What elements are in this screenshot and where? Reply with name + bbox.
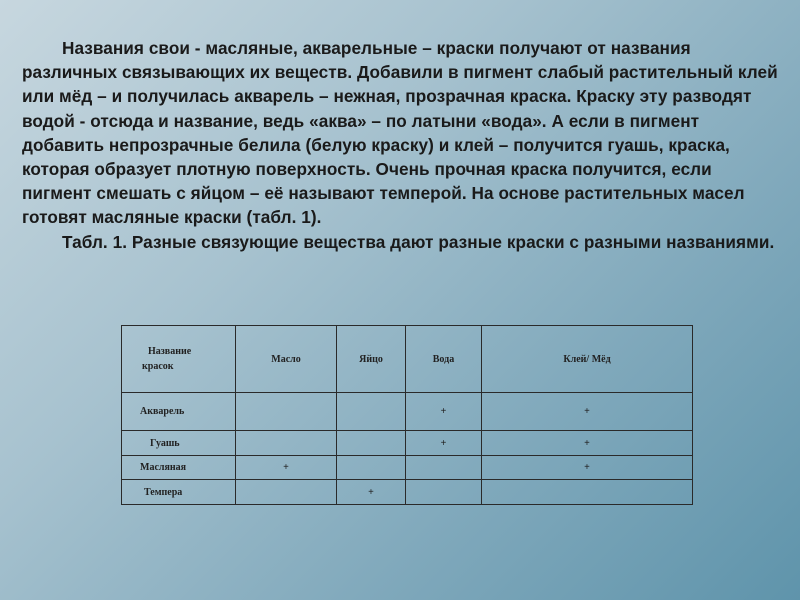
cell-glue: +	[482, 431, 693, 456]
cell-water	[406, 480, 482, 505]
cell-egg	[337, 456, 406, 480]
header-glue: Клей/ Мёд	[482, 326, 693, 393]
table-row	[122, 456, 693, 480]
main-paragraph: Названия свои - масляные, акварельные – краски получают от названия различных связывающих их веществ. Добавили в пигмент слабый растительный клей или мёд – и получилась акварель – нежная, прозрачная краска. Краску эту разводят водой - отсюда и название, ведь «аква» – по латыни «вода». А если в пигмент добавить непрозрачные белила (белую краску) и клей – получится гуашь, краска, которая образует плотную поверхность. Очень прочная краска получится, если пигмент смешать с яйцом – её называют темперой. На основе растительных масел готовят масляные краски (табл. 1).	[22, 38, 778, 228]
cell-water: +	[406, 393, 482, 431]
header-name-line1: Название	[148, 346, 192, 357]
cell-water: +	[406, 431, 482, 456]
cell-egg	[337, 431, 406, 456]
table-row	[122, 431, 693, 456]
cell-glue: +	[482, 456, 693, 480]
cell-oil: +	[236, 456, 337, 480]
row-name: Гуашь	[122, 431, 236, 456]
table-row	[122, 480, 693, 505]
header-oil: Масло	[236, 326, 337, 393]
header-egg: Яйцо	[337, 326, 406, 393]
cell-glue	[482, 480, 693, 505]
row-name: Акварель	[122, 393, 236, 431]
header-name-line2: красок	[142, 361, 174, 372]
header-paint-name	[122, 326, 236, 393]
header-water: Вода	[406, 326, 482, 393]
binders-table	[121, 325, 693, 505]
paints-table	[121, 325, 693, 505]
cell-oil	[236, 393, 337, 431]
cell-egg: +	[337, 480, 406, 505]
slide-text	[22, 36, 782, 254]
table-header-row	[122, 326, 693, 393]
cell-water	[406, 456, 482, 480]
table-caption: Табл. 1. Разные связующие вещества дают разные краски с разными названиями.	[62, 231, 775, 252]
cell-oil	[236, 431, 337, 456]
cell-glue: +	[482, 393, 693, 431]
cell-egg	[337, 393, 406, 431]
row-name: Темпера	[122, 480, 236, 505]
table-row	[122, 393, 693, 431]
row-name: Масляная	[122, 456, 236, 480]
cell-oil	[236, 480, 337, 505]
